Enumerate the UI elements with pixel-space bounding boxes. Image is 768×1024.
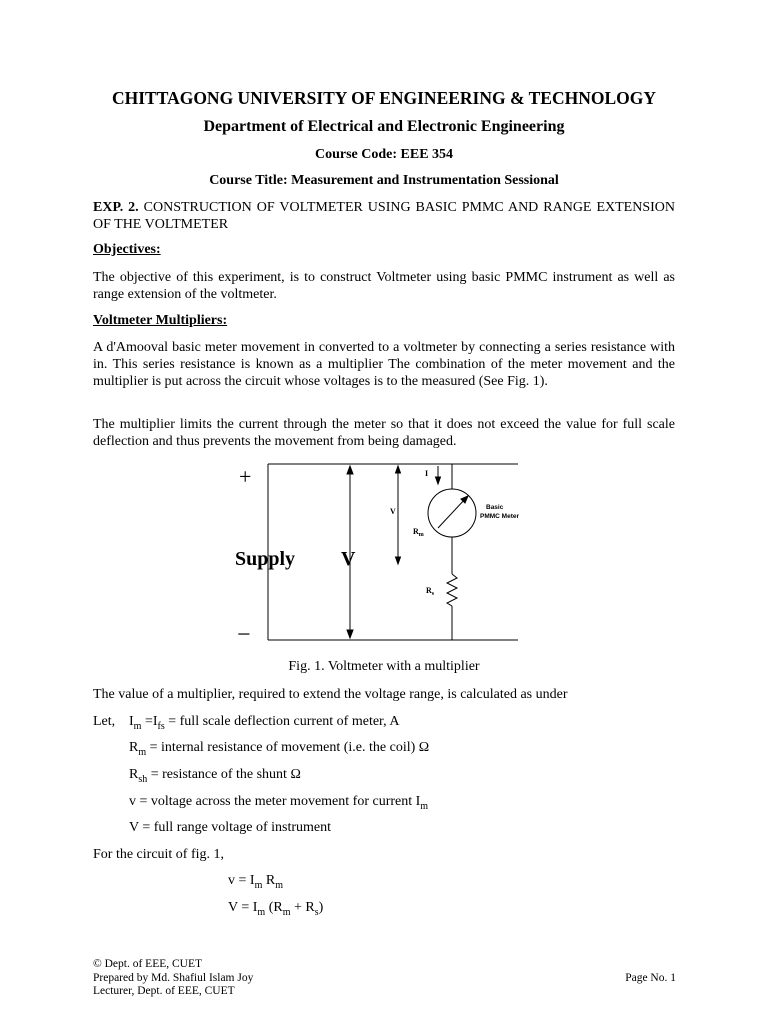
page-number: Page No. 1 <box>625 972 676 984</box>
footer-position: Lecturer, Dept. of EEE, CUET <box>93 985 235 997</box>
definition-rm: $R_m$ = internal resistance of movement (i.e. the coil) Ω <box>129 740 430 758</box>
v-label-large: V <box>341 548 356 570</box>
equation-1: $v = I_m$ $R_m$ <box>228 873 283 891</box>
rs-label: $R_s$ <box>426 586 435 597</box>
meter-label-line2: PMMC Meter <box>480 513 520 520</box>
definition-im: $I_m =I_{fs}$ = full scale deflection current of meter, A <box>129 714 400 732</box>
multipliers-paragraph-2: The multiplier limits the current through the meter so that it does not exceed the value for full scale deflection and thus prevents the movement from being damaged. <box>93 417 675 449</box>
objectives-heading: Objectives: <box>93 242 161 257</box>
plus-sign: + <box>239 464 252 489</box>
multipliers-heading: Voltmeter Multipliers: <box>93 313 228 328</box>
equation-2: $V = I_m$ $(R_m + R_s)$ <box>228 900 324 918</box>
objectives-text: The objective of this experiment, is to construct Voltmeter using basic PMMC instrument as well as range extension of the voltmeter. <box>93 270 675 302</box>
multiplier-resistor <box>447 574 457 606</box>
supply-label: Supply <box>235 548 296 570</box>
department-title: Department of Electrical and Electronic Engineering <box>203 118 565 135</box>
course-code: Course Code: EEE 354 <box>314 147 454 162</box>
experiment-label: EXP. 2. <box>93 200 139 215</box>
voltmeter-circuit-diagram <box>228 456 528 652</box>
figure-caption: Fig. 1. Voltmeter with a multiplier <box>288 659 480 674</box>
experiment-heading <box>93 199 675 233</box>
meter-label-line1: Basic <box>486 504 504 511</box>
footer-prepared-by: Prepared by Md. Shafiul Islam Joy <box>93 971 254 984</box>
current-label: I <box>425 469 429 478</box>
footer-copyright: © Dept. of EEE, CUET <box>93 958 203 970</box>
minus-sign: − <box>237 622 251 648</box>
for-circuit: For the circuit of fig. 1, <box>93 847 225 862</box>
multipliers-paragraph-1: A d'Amooval basic meter movement in converted to a voltmeter by connecting a series resistance with in. This series resistance is known as a multiplier The combination of the meter movement and the multiplier is put across the circuit whose voltages is to the measured (See Fig. 1). <box>93 340 675 389</box>
definition-v: v = voltage across the meter movement for current $I_m$ <box>129 794 429 812</box>
definition-rsh: $R_{sh}$ = resistance of the shunt Ω <box>129 767 301 785</box>
definition-full-v: V = full range voltage of instrument <box>129 820 332 835</box>
rm-label: $R_m$ <box>413 527 424 538</box>
course-title: Course Title: Measurement and Instrumentation Sessional <box>209 173 559 188</box>
experiment-title: CONSTRUCTION OF VOLTMETER USING BASIC PMMC AND RANGE EXTENSION OF THE VOLTMETER <box>93 200 675 232</box>
v-label-small: V <box>390 507 396 516</box>
university-title: CHITTAGONG UNIVERSITY OF ENGINEERING & TECHNOLOGY <box>111 88 657 108</box>
footer-left <box>93 958 253 999</box>
let-label: Let, <box>93 714 116 729</box>
calc-intro: The value of a multiplier, required to extend the voltage range, is calculated as under <box>93 687 568 702</box>
